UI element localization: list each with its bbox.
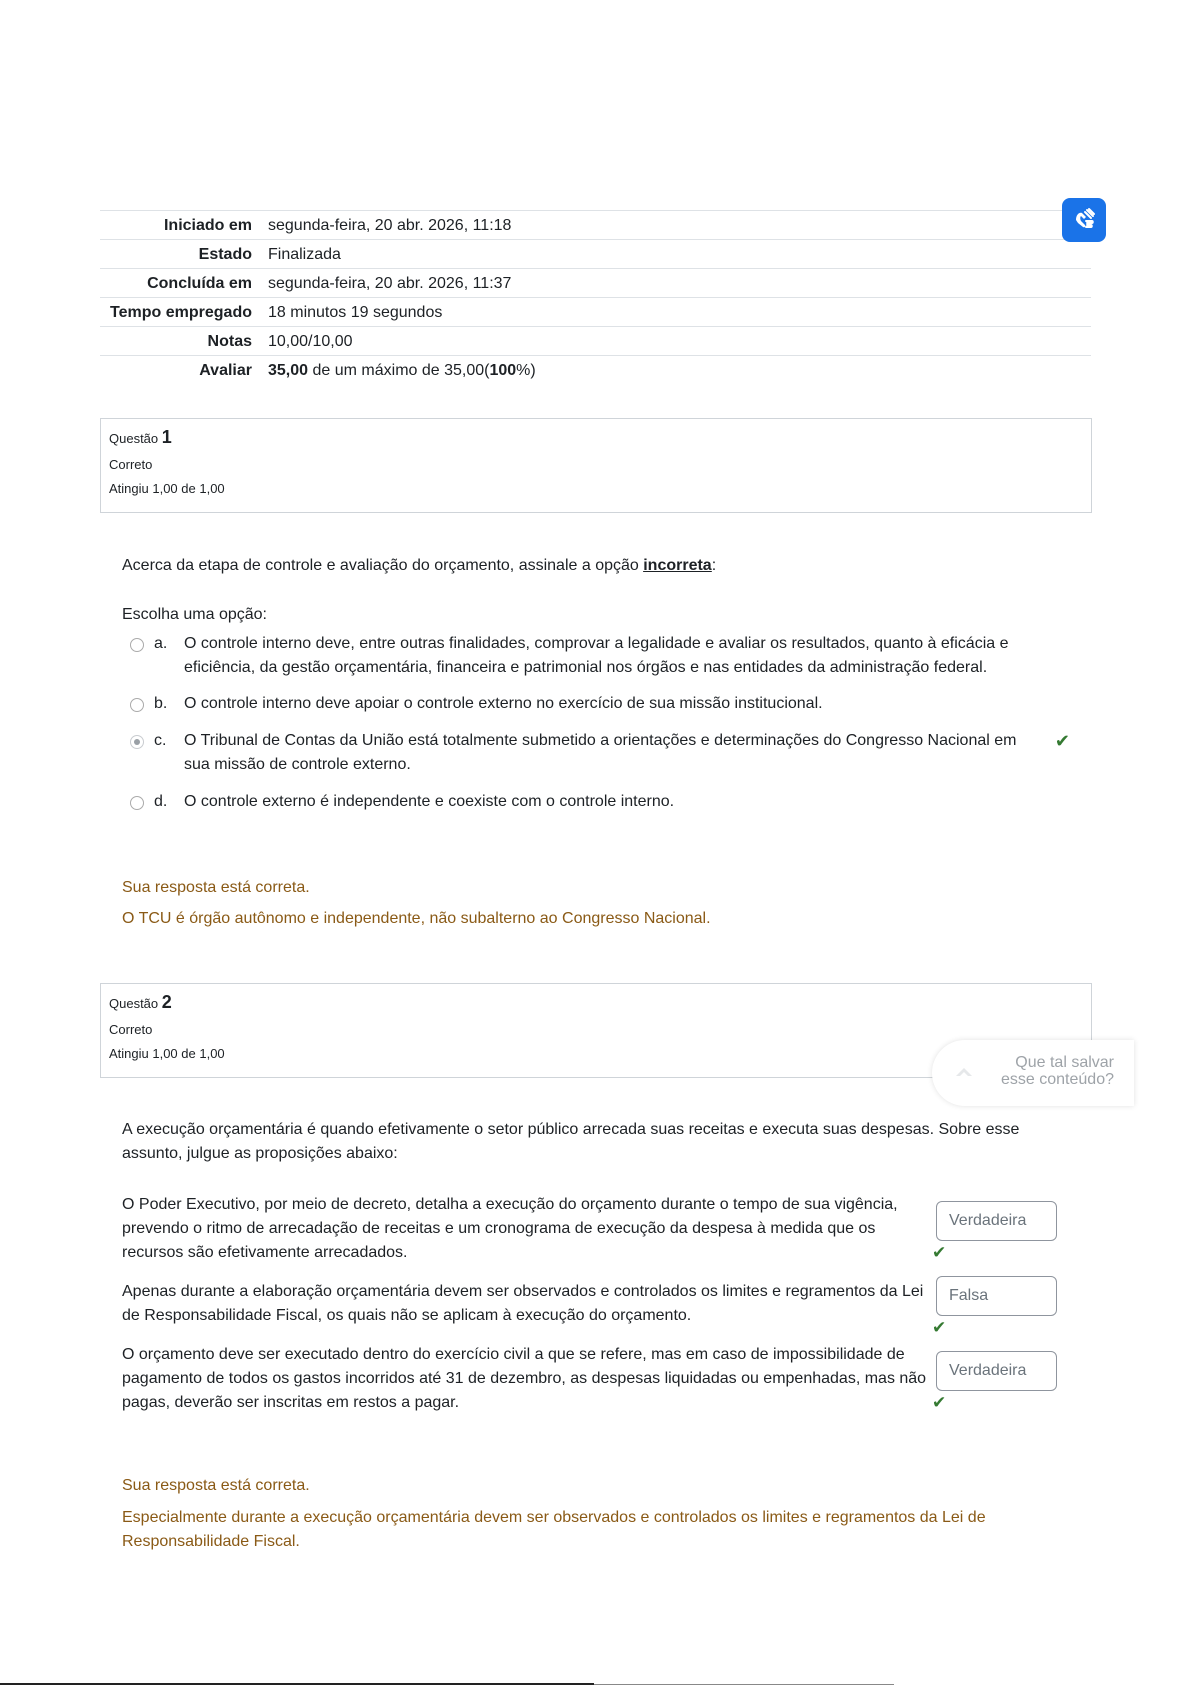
option-letter: d.	[154, 793, 168, 810]
option-letter: b.	[154, 695, 168, 712]
option-c[interactable]	[130, 729, 1070, 777]
grade-percent: 100	[489, 362, 517, 379]
sign-language-button[interactable]	[1062, 198, 1106, 242]
question-prefix: Questão	[109, 996, 159, 1011]
radio-a[interactable]	[130, 638, 144, 652]
option-text: O controle interno deve apoiar o controle externo no exercício de sua missão institucional.	[184, 695, 823, 712]
choose-option-prompt: Escolha uma opção:	[122, 606, 267, 623]
save-popup-line1: Que tal salvar	[1015, 1054, 1114, 1071]
question-state: Correto	[109, 1022, 153, 1037]
check-icon: ✔	[1054, 731, 1070, 751]
option-letter: a.	[154, 635, 168, 652]
summary-row-time	[100, 298, 1091, 327]
question-state: Correto	[109, 457, 153, 472]
summary-value: 18 minutos 19 segundos	[260, 298, 1091, 327]
summary-label: Concluída em	[100, 269, 260, 298]
summary-value: segunda-feira, 20 abr. 2026, 11:18	[260, 211, 1091, 240]
question-mark: Atingiu 1,00 de 1,00	[109, 481, 225, 496]
option-d[interactable]	[130, 790, 1070, 814]
statement-2: Apenas durante a elaboração orçamentária devem ser observados e controlados os limites e regramentos da Lei de Responsabilidade Fiscal, os quais não se aplicam à execução do orçamento.	[122, 1283, 924, 1324]
option-b[interactable]	[130, 692, 1070, 716]
question-number	[109, 992, 1083, 1014]
statement-2-select[interactable]: Falsa	[936, 1276, 1057, 1316]
statement-3-select[interactable]: Verdadeira	[936, 1351, 1057, 1391]
question-text-end: :	[711, 557, 717, 574]
question-1-info	[100, 418, 1092, 513]
bookmark-icon	[952, 1062, 976, 1086]
grade-end: %)	[516, 362, 536, 379]
option-text: O controle externo é independente e coexiste com o controle interno.	[184, 793, 675, 810]
question-mark: Atingiu 1,00 de 1,00	[109, 1046, 225, 1061]
summary-grade-value	[260, 356, 1091, 385]
summary-label: Tempo empregado	[100, 298, 260, 327]
question-1-text	[122, 554, 716, 578]
statement-1-select[interactable]: Verdadeira	[936, 1201, 1057, 1241]
question-number	[109, 427, 1083, 449]
check-icon: ✔	[932, 1243, 947, 1262]
question-number-value: 1	[161, 427, 172, 447]
radio-b[interactable]	[130, 698, 144, 712]
summary-label: Iniciado em	[100, 211, 260, 240]
summary-row-state	[100, 240, 1091, 269]
summary-label: Estado	[100, 240, 260, 269]
attempt-summary-table	[100, 210, 1091, 384]
statement-3: O orçamento deve ser executado dentro do exercício civil a que se refere, mas em caso de impossibilidade de pagamento de todos os gastos incorridos até 31 de dezembro, as despesas liquidadas ou empenhadas, mas não pagas, deverão ser inscritas em restos a pagar.	[122, 1346, 927, 1411]
summary-row-started	[100, 211, 1091, 240]
radio-d[interactable]	[130, 796, 144, 810]
summary-row-grade	[100, 356, 1091, 385]
question-text-emphasis: incorreta	[643, 557, 712, 574]
check-icon: ✔	[932, 1393, 947, 1412]
save-content-popup[interactable]	[932, 1040, 1134, 1106]
option-a[interactable]	[130, 632, 1070, 680]
summary-row-marks	[100, 327, 1091, 356]
statement-1: O Poder Executivo, por meio de decreto, detalha a execução do orçamento durante o tempo de sua vigência, prevendo o ritmo de arrecadação de receitas e um cronograma de execução da despesa à medida que os recursos são efetivamente arrecadados.	[122, 1196, 898, 1261]
option-letter: c.	[154, 732, 167, 749]
question-2-text: A execução orçamentária é quando efetivamente o setor público arrecada suas receitas e executa suas despesas. Sobre esse assunto, julgue as proposições abaixo:	[122, 1121, 1020, 1162]
save-popup-line2: esse conteúdo?	[1001, 1071, 1114, 1088]
question-prefix: Questão	[109, 431, 159, 446]
feedback-explanation: O TCU é órgão autônomo e independente, não subalterno ao Congresso Nacional.	[122, 910, 711, 927]
summary-value: 10,00/10,00	[260, 327, 1091, 356]
feedback-explanation: Especialmente durante a execução orçamentária devem ser observados e controlados os limites e regramentos da Lei de Responsabilidade Fiscal.	[122, 1509, 986, 1550]
grade-score: 35,00	[268, 362, 309, 379]
question-number-value: 2	[161, 992, 172, 1012]
summary-value: segunda-feira, 20 abr. 2026, 11:37	[260, 269, 1091, 298]
feedback-status: Sua resposta está correta.	[122, 879, 310, 896]
summary-label: Notas	[100, 327, 260, 356]
summary-value: Finalizada	[260, 240, 1091, 269]
summary-label: Avaliar	[100, 356, 260, 385]
feedback-status: Sua resposta está correta.	[122, 1477, 310, 1494]
summary-row-completed	[100, 269, 1091, 298]
grade-middle: de um máximo de 35,00(	[308, 362, 490, 379]
sign-language-icon	[1070, 206, 1098, 234]
option-text: O controle interno deve, entre outras finalidades, comprovar a legalidade e avaliar os resultados, quanto à eficácia e eficiência, da gestão orçamentária, financeira e patrimonial nos órgãos e nas entidades da administração federal.	[184, 635, 1009, 676]
option-text: O Tribunal de Contas da União está totalmente submetido a orientações e determinações do Congresso Nacional em sua missão de controle externo.	[184, 732, 1017, 773]
check-icon: ✔	[932, 1318, 947, 1337]
radio-c[interactable]	[130, 735, 144, 749]
question-text: Acerca da etapa de controle e avaliação do orçamento, assinale a opção	[122, 557, 644, 574]
